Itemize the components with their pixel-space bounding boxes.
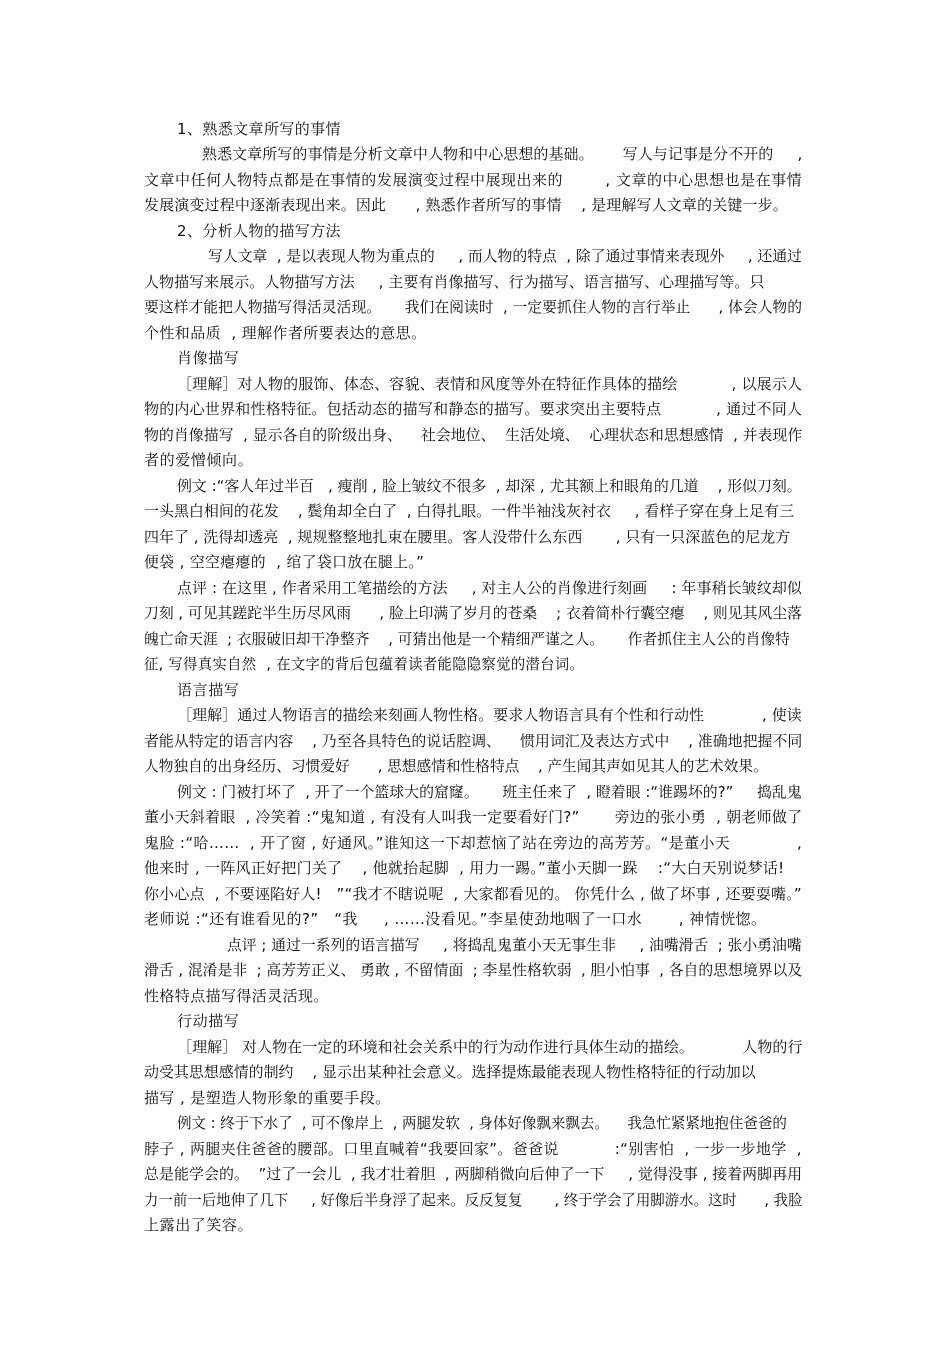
- text-line: 你小心点 , 不要诬陷好人! ”“我才不瞎说呢 , 大家都看见的。 你凭什么 , 做了坏事 , 还要耍嘴。”: [144, 885, 802, 903]
- text-line: 物的内心世界和性格特征。包括动态的描写和静态的描写。要求突出主要特点 , 通过不同人: [144, 400, 803, 418]
- text-line: 董小天斜着眼 , 冷笑着 :“鬼知道 , 有没有人叫我一定要看好门?” 旁边的张小勇 , 朝老师做了: [144, 808, 803, 826]
- text-line: 者的爱憎倾向。: [144, 451, 254, 469]
- text-line: 者能从特定的语言内容 , 乃至各具特色的说话腔调、 惯用词汇及表达方式中 , 准确地把握不同: [144, 732, 803, 750]
- text-line: 1、熟悉文章所写的事情: [177, 120, 341, 138]
- text-line: 描写 , 是塑造人物形象的重要手段。: [144, 1089, 391, 1107]
- text-line: 动受其思想感情的制约 , 显示出某种社会意义。选择提炼最能表现人物性格特征的行动加以: [144, 1063, 756, 1081]
- text-line: 人物独自的出身经历、习惯爱好 , 思想感情和性格特点 , 产生闻其声如见其人的艺术效果。: [144, 757, 768, 775]
- text-line: ［理解］ 对人物在一定的环境和社会关系中的行为动作进行具体生动的描绘。 人物的行: [177, 1038, 803, 1056]
- text-line: 个性和品质 , 理解作者所要表达的意思。: [144, 324, 427, 342]
- text-line: 便袋 , 空空瘪瘪的 , 绾了袋口放在腿上。”: [144, 553, 425, 571]
- text-line: 性格特点描写得活灵活现。: [144, 987, 329, 1005]
- text-line: 四年了 , 洗得却透亮 , 规规整整地扎束在腰里。客人没带什么东西 , 只有一只深蓝色的尼龙方: [144, 528, 791, 546]
- text-line: 他来时 , 一阵风正好把门关了 , 他就抬起脚 , 用力一踢。”董小天脚一跺 :“大白天别说梦话!: [144, 859, 785, 877]
- text-line: 一头黑白相间的花发 , 鬓角却全白了 , 白得扎眼。一件半袖浅灰衬衣 , 看样子穿在身上足有三: [144, 502, 795, 520]
- text-line: 上露出了笑容。: [144, 1216, 254, 1234]
- text-line: 要这样才能把人物描写得活灵活现。 我们在阅读时 , 一定要抓住人物的言行举止 , 体会人物的: [144, 298, 803, 316]
- text-line: 文章中任何人物特点都是在事情的发展演变过程中展现出来的 , 文章的中心思想也是在事情: [144, 171, 803, 189]
- text-line: 征, 写得真实自然 , 在文字的背后包蕴着读者能隐隐察觉的潜台词。: [144, 655, 585, 673]
- text-line: 例文 :“客人年过半百 , 瘦削 , 脸上皱纹不很多 , 却深 , 尤其额上和眼角的几道 , 形似刀刻。: [177, 477, 802, 495]
- text-line: ［理解］通过人物语言的描绘来刻画人物性格。要求人物语言具有个性和行动性 , 使读: [177, 706, 802, 724]
- text-line: 点评 : 在这里 , 作者采用工笔描绘的方法 , 对主人公的肖像进行刻画 : 年事稍长皱纹却似: [177, 579, 803, 597]
- text-line: 点评 ; 通过一系列的语言描写 , 将捣乱鬼董小天无事生非 , 油嘴滑舌 ; 张小勇油嘴: [227, 936, 802, 954]
- text-line: 刀刻 , 可见其蹉跎半生历尽风雨 , 脸上印满了岁月的苍桑 ; 衣着简朴行囊空瘪 , 则见其风尘落: [144, 604, 802, 622]
- text-line: ［理解］对人物的服饰、体态、容貌、表情和风度等外在特征作具体的描绘 , 以展示人: [177, 375, 803, 393]
- text-line: 总是能学会的。 ”过了一会儿 , 我才壮着胆 , 两脚稍微向后伸了一下 , 觉得没事 , 接着两脚再用: [144, 1165, 803, 1183]
- text-line: 例文 : 终于下水了 , 可不像岸上 , 两腿发软 , 身体好像飘来飘去。 我急忙紧紧地抱住爸爸的: [177, 1114, 787, 1132]
- text-line: 脖子 , 两腿夹住爸爸的腰部。口里直喊着“我要回家”。爸爸说 :“别害怕 , 一步一步地学 ,: [144, 1140, 802, 1158]
- text-line: 鬼脸 :“哈…… , 开了窗 , 好通风。”谁知这一下却惹恼了站在旁边的高芳芳。“是董小天 ,: [144, 834, 803, 852]
- text-line: 发展演变过程中逐渐表现出来。因此 , 熟悉作者所写的事情 , 是理解写人文章的关键一步。: [144, 196, 788, 214]
- text-line: 熟悉文章所写的事情是分析文章中人物和中心思想的基础。 写人与记事是分不开的 ,: [202, 145, 803, 163]
- text-line: 力一前一后地伸了几下 , 好像后半身浮了起来。反反复复 , 终于学会了用脚游水。这时 , 我脸: [144, 1191, 803, 1209]
- text-line: 写人文章 , 是以表现人物为重点的 , 而人物的特点 , 除了通过事情来表现外 , 还通过: [208, 247, 802, 265]
- text-line: 老师说 :“还有谁看见的?” “我 , ……没看见。”李星使劲地咽了一口水 , 神情恍惚。: [144, 910, 767, 928]
- text-line: 滑舌 , 混淆是非 ; 高芳芳正义、 勇敢 , 不留情面 ; 李星性格软弱 , 胆小怕事 , 各自的思想境界以及: [144, 961, 803, 979]
- text-line: 例文 : 门被打坏了 , 开了一个篮球大的窟窿。 班主任来了 , 瞪着眼 :“谁踢坏的?” 捣乱鬼: [177, 783, 802, 801]
- text-line: 人物描写来展示。人物描写方法 , 主要有肖像描写、行为描写、语言描写、心理描写等。只: [144, 273, 765, 291]
- text-line: 行动描写: [177, 1012, 240, 1030]
- text-line: 魄亡命天涯 ; 衣服破旧却干净整齐 , 可猜出他是一个精细严谨之人。 作者抓住主人公的肖像特: [144, 630, 790, 648]
- text-line: 肖像描写: [177, 349, 240, 367]
- text-line: 2、分析人物的描写方法: [177, 222, 341, 240]
- text-line: 物的肖像描写 , 显示各自的阶级出身、 社会地位、 生活处境、 心理状态和思想感情 , 并表现作: [144, 426, 803, 444]
- text-line: 语言描写: [177, 681, 240, 699]
